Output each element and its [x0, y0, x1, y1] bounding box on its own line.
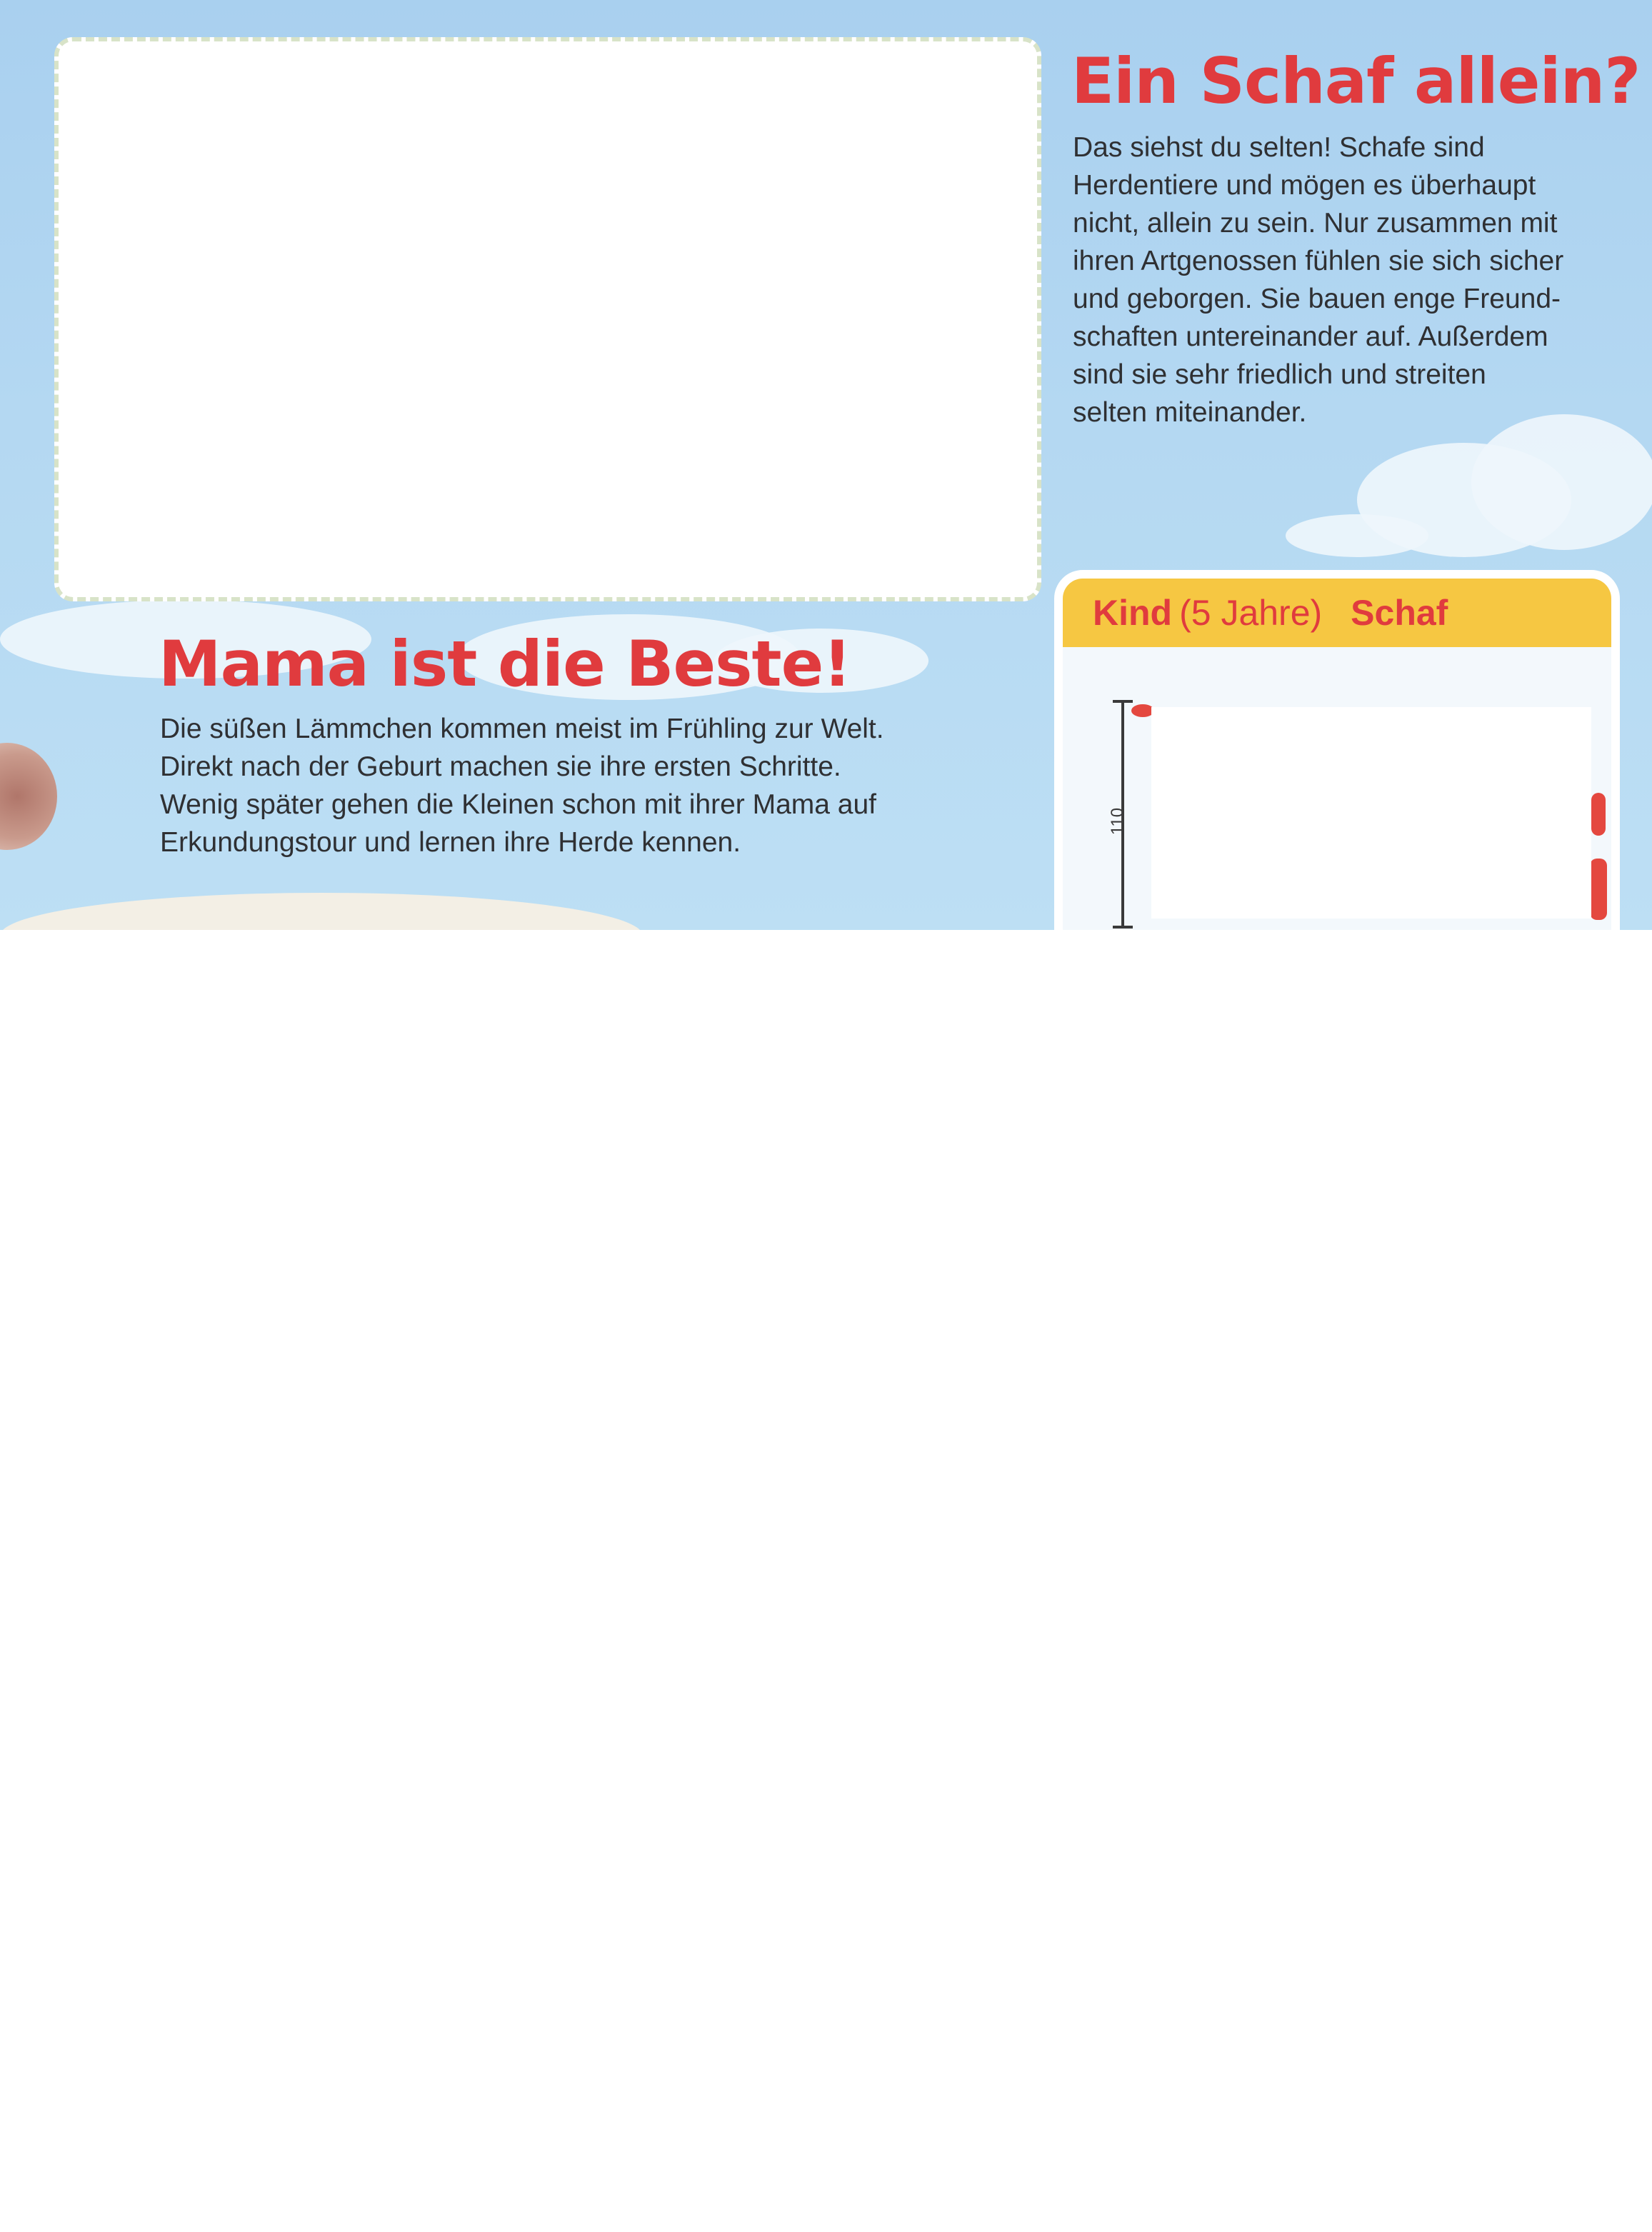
figure-edge [1591, 793, 1606, 836]
comparison-header [1063, 579, 1611, 647]
photo-placeholder [54, 37, 1041, 601]
text-line: nicht, allein zu sein. Nur zusammen mit [1073, 208, 1558, 239]
text-line: sind sie sehr friedlich und streiten [1073, 359, 1486, 390]
scale-number: 110 [1108, 807, 1128, 836]
text-line: und geborgen. Sie bauen enge Freund- [1073, 284, 1561, 314]
heading-mama: Mama ist die Beste! [159, 627, 851, 701]
cloud [1286, 514, 1428, 557]
scale-tick [1113, 700, 1133, 703]
size-comparison-box [1054, 570, 1620, 930]
figure-placeholder [1151, 707, 1591, 919]
label-sheep: Schaf [1351, 593, 1448, 633]
text-line: ihren Artgenossen fühlen sie sich sicher [1073, 246, 1564, 276]
text-line: Die süßen Lämmchen kommen meist im Frühling zur Welt. [160, 714, 884, 744]
paragraph-mama [160, 710, 974, 861]
text-line: Das siehst du selten! Schafe sind [1073, 132, 1485, 163]
label-age: (5 Jahre) [1179, 593, 1323, 633]
text-line: selten miteinander. [1073, 397, 1307, 428]
text-line: Direkt nach der Geburt machen sie ihre ersten Schritte. [160, 751, 841, 782]
text-line: Herdentiere und mögen es überhaupt [1073, 170, 1536, 201]
wool-image [0, 893, 643, 930]
lamb-head-image [0, 743, 57, 850]
scale-tick [1113, 926, 1133, 929]
paragraph-sheep-alone [1073, 129, 1616, 431]
text-line: Wenig später gehen die Kleinen schon mit ihrer Mama auf [160, 789, 876, 820]
heading-sheep-alone: Ein Schaf allein? [1071, 44, 1641, 118]
scanned-page [0, 0, 1652, 930]
text-line: schaften untereinander auf. Außerdem [1073, 321, 1548, 352]
label-child: Kind [1093, 593, 1173, 633]
figure-edge [1590, 859, 1607, 920]
cloud [1471, 414, 1652, 550]
text-line: Erkundungstour und lernen ihre Herde kennen. [160, 827, 741, 858]
